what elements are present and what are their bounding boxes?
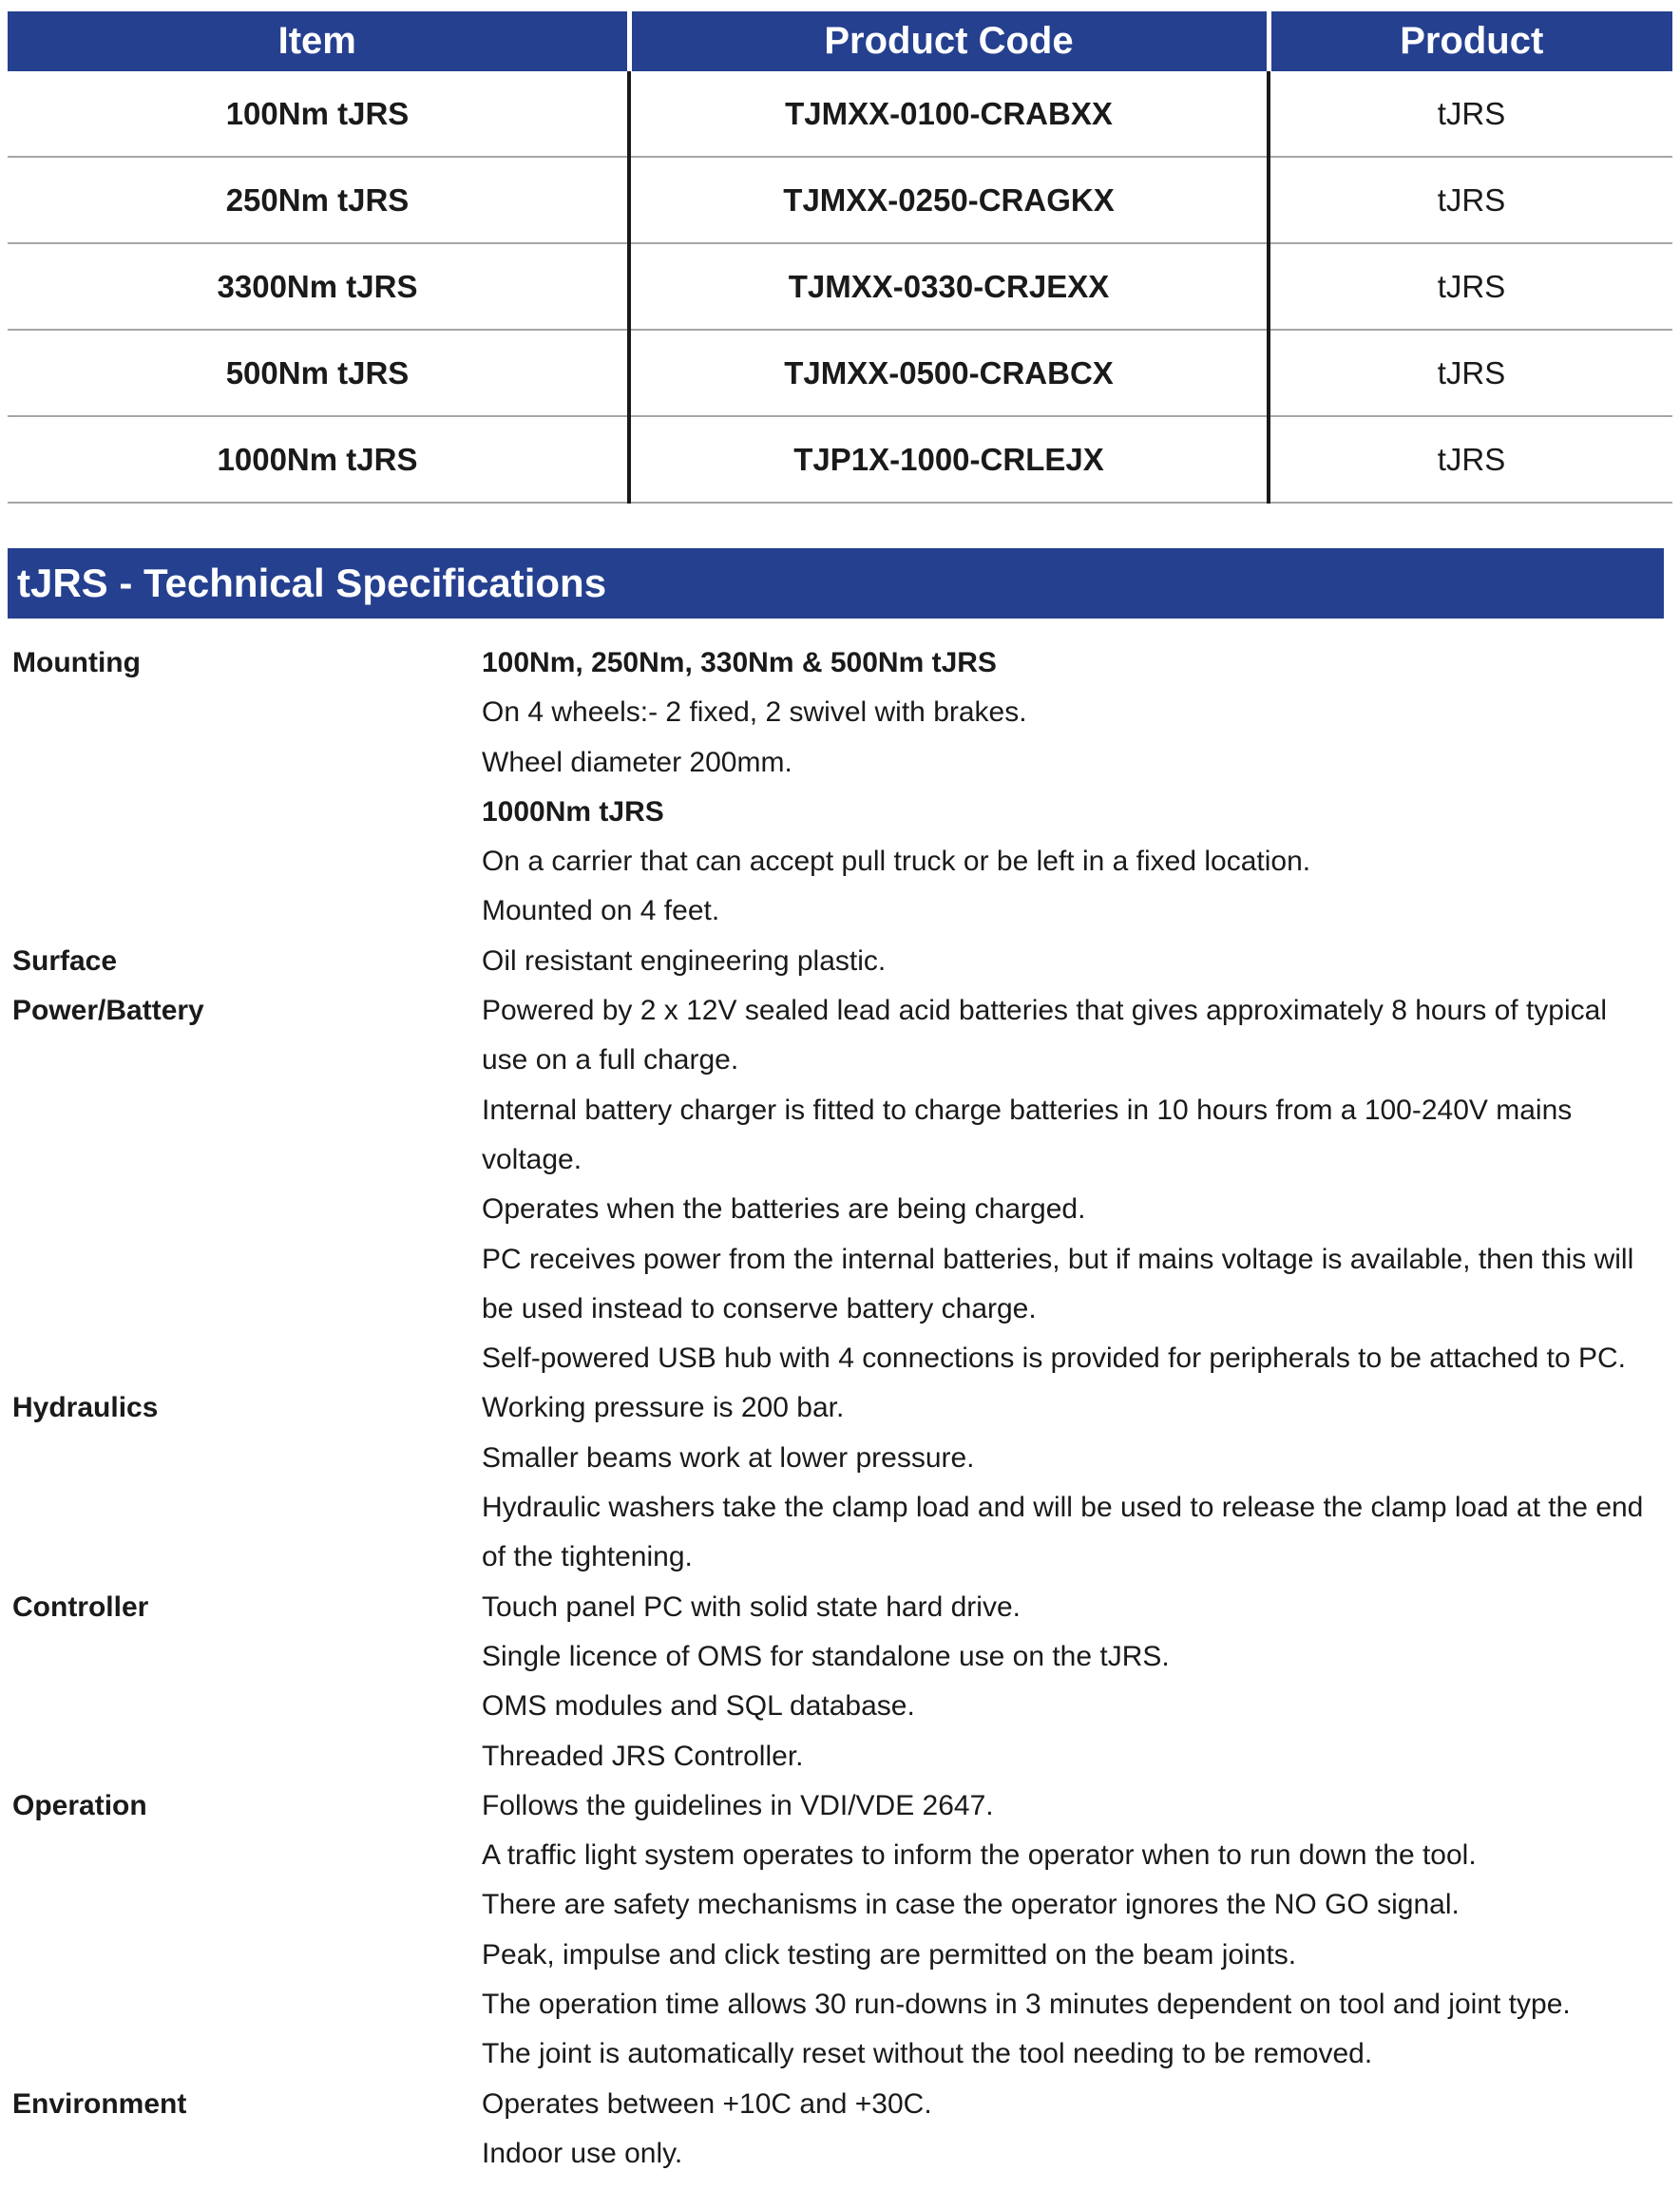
spec-line: Peak, impulse and click testing are permitted on the beam joints. (482, 1938, 1297, 1971)
spec-label: Hydraulics (12, 1392, 159, 1424)
spec-section-title: tJRS - Technical Specifications (8, 548, 1664, 619)
cell-product: tJRS (1269, 71, 1672, 157)
spec-label: Surface (12, 944, 118, 977)
spec-section (12, 986, 1670, 1383)
table-row (8, 243, 1672, 330)
cell-item: 250Nm tJRS (8, 157, 629, 243)
spec-line: use on a full charge. (482, 1044, 739, 1076)
spec-line: Follows the guidelines in VDI/VDE 2647. (482, 1789, 994, 1821)
cell-product: tJRS (1269, 157, 1672, 243)
spec-line: Oil resistant engineering plastic. (482, 944, 887, 977)
spec-lines (482, 937, 1670, 986)
spec-subheading: 1000Nm tJRS (482, 795, 664, 828)
spec-list (12, 638, 1670, 2179)
table-row (8, 71, 1672, 157)
spec-line: On a carrier that can accept pull truck or be left in a fixed location. (482, 846, 1311, 878)
spec-line: Threaded JRS Controller. (482, 1740, 804, 1772)
spec-label: Mounting (12, 647, 141, 678)
spec-line: Mounted on 4 feet. (482, 895, 720, 927)
cell-product: tJRS (1269, 330, 1672, 416)
spec-line: PC receives power from the internal batteries, but if mains voltage is available, then this will (482, 1243, 1634, 1275)
spec-line: Internal battery charger is fitted to charge batteries in 10 hours from a 100-240V mains (482, 1094, 1573, 1126)
table-row (8, 416, 1672, 503)
table-row (8, 330, 1672, 416)
spec-line: OMS modules and SQL database. (482, 1690, 915, 1723)
spec-lines (482, 638, 1670, 937)
cell-item: 500Nm tJRS (8, 330, 629, 416)
cell-product: tJRS (1269, 416, 1672, 503)
cell-product-code: TJMXX-0100-CRABXX (629, 71, 1269, 157)
spec-line: On 4 wheels:- 2 fixed, 2 swivel with brakes. (482, 696, 1027, 729)
spec-line: Smaller beams work at lower pressure. (482, 1441, 975, 1474)
spec-line: Self-powered USB hub with 4 connections is provided for peripherals to be attached to PC. (482, 1343, 1627, 1375)
spec-label: Operation (12, 1789, 147, 1821)
spec-section (12, 1583, 1670, 1781)
spec-section (12, 937, 1670, 986)
spec-line: Operates between +10C and +30C. (482, 2087, 932, 2120)
spec-lines (482, 986, 1670, 1383)
cell-item: 3300Nm tJRS (8, 243, 629, 330)
spec-line: Hydraulic washers take the clamp load and will be used to release the clamp load at the end (482, 1492, 1644, 1524)
cell-product-code: TJMXX-0250-CRAGKX (629, 157, 1269, 243)
table-row (8, 157, 1672, 243)
column-header-product-code: Product Code (629, 11, 1269, 71)
cell-product-code: TJMXX-0500-CRABCX (629, 330, 1269, 416)
column-header-product: Product (1269, 11, 1672, 71)
spec-section (12, 2080, 1670, 2180)
cell-product-code: TJP1X-1000-CRLEJX (629, 416, 1269, 503)
spec-line: Indoor use only. (482, 2137, 683, 2169)
spec-lines (482, 2080, 1670, 2180)
spec-lines (482, 1383, 1670, 1582)
spec-line: Powered by 2 x 12V sealed lead acid batteries that gives approximately 8 hours of typical (482, 995, 1608, 1027)
spec-section (12, 1781, 1670, 2080)
spec-section (12, 1383, 1670, 1582)
spec-lines (482, 1781, 1670, 2080)
cell-product: tJRS (1269, 243, 1672, 330)
cell-product-code: TJMXX-0330-CRJEXX (629, 243, 1269, 330)
spec-label: Power/Battery (12, 995, 204, 1027)
cell-item: 1000Nm tJRS (8, 416, 629, 503)
spec-line: There are safety mechanisms in case the operator ignores the NO GO signal. (482, 1889, 1460, 1921)
spec-subheading: 100Nm, 250Nm, 330Nm & 500Nm tJRS (482, 647, 997, 678)
spec-line: Single licence of OMS for standalone use on the tJRS. (482, 1640, 1170, 1672)
spec-line: Touch panel PC with solid state hard drive. (482, 1590, 1021, 1623)
spec-line: of the tightening. (482, 1541, 693, 1573)
spec-line: voltage. (482, 1143, 582, 1175)
product-table (8, 11, 1672, 504)
cell-item: 100Nm tJRS (8, 71, 629, 157)
spec-line: A traffic light system operates to inform the operator when to run down the tool. (482, 1839, 1477, 1872)
spec-section (12, 638, 1670, 937)
spec-line: The operation time allows 30 run-downs in 3 minutes dependent on tool and joint type. (482, 1989, 1571, 2021)
spec-line: be used instead to conserve battery charge. (482, 1292, 1037, 1324)
spec-line: The joint is automatically reset without the tool needing to be removed. (482, 2038, 1373, 2070)
spec-label: Environment (12, 2087, 187, 2120)
spec-label: Controller (12, 1590, 149, 1623)
spec-line: Wheel diameter 200mm. (482, 746, 792, 778)
spec-line: Operates when the batteries are being charged. (482, 1193, 1086, 1226)
table-header-row (8, 11, 1672, 71)
column-header-item: Item (8, 11, 629, 71)
spec-line: Working pressure is 200 bar. (482, 1392, 845, 1424)
spec-lines (482, 1583, 1670, 1781)
